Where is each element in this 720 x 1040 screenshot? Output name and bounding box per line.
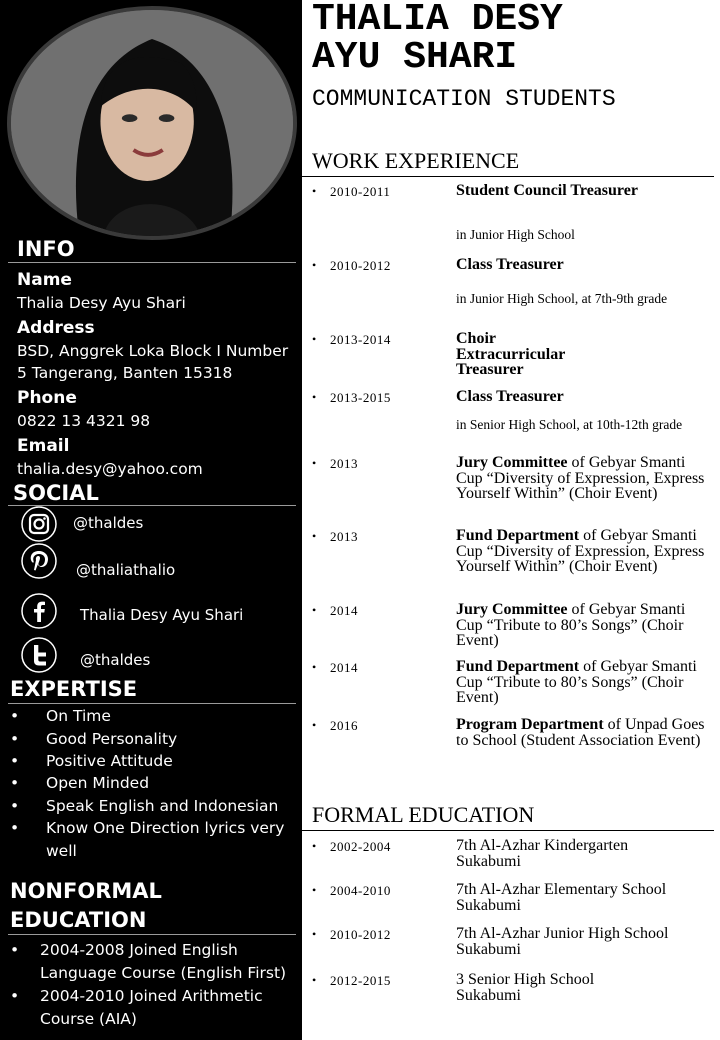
nonformal-heading-line-2: EDUCATION bbox=[10, 908, 147, 932]
phone-label: Phone bbox=[17, 388, 77, 408]
work-year: 2013 bbox=[330, 456, 358, 471]
expertise-item: • Know One Direction lyrics very well bbox=[10, 819, 285, 860]
expertise-item: • Speak English and Indonesian bbox=[10, 797, 279, 815]
facebook-name[interactable]: Thalia Desy Ayu Shari bbox=[80, 606, 244, 624]
work-experience-divider bbox=[302, 176, 714, 177]
work-year: 2010-2012 bbox=[330, 258, 391, 273]
education-desc: 3 Senior High School Sukabumi bbox=[456, 971, 595, 1004]
education-year: 2010-2012 bbox=[330, 927, 391, 942]
email-value[interactable]: thalia.desy@yahoo.com bbox=[17, 460, 203, 478]
name-label: Name bbox=[17, 270, 72, 290]
phone-value: 0822 13 4321 98 bbox=[17, 412, 151, 430]
education-desc: 7th Al-Azhar Kindergarten Sukabumi bbox=[456, 837, 629, 870]
formal-education-heading: FORMAL EDUCATION bbox=[312, 802, 535, 827]
education-year: 2012-2015 bbox=[330, 973, 391, 988]
expertise-item: • Positive Attitude bbox=[10, 752, 173, 770]
work-experience-heading: WORK EXPERIENCE bbox=[312, 148, 520, 173]
work-desc: Fund Department of Gebyar Smanti Cup “Diversity of Expression, Express Yourself Within” (Choir Event) bbox=[456, 527, 705, 575]
work-desc: Class Treasurer bbox=[456, 388, 564, 405]
facebook-icon[interactable] bbox=[21, 593, 57, 629]
sidebar bbox=[0, 0, 302, 1040]
education-desc: 7th Al-Azhar Junior High School Sukabumi bbox=[456, 925, 669, 958]
instagram-icon[interactable] bbox=[21, 506, 57, 542]
work-desc: Fund Department of Gebyar Smanti Cup “Tribute to 80’s Songs” (Choir Event) bbox=[456, 658, 697, 706]
info-heading: INFO bbox=[17, 237, 75, 261]
work-sub: in Junior High School, at 7th-9th grade bbox=[456, 291, 668, 306]
work-desc: Program Department of Unpad Goes to School (Student Association Event) bbox=[456, 716, 705, 749]
nonformal-divider bbox=[8, 934, 296, 935]
formal-education-divider bbox=[302, 830, 714, 831]
instagram-handle[interactable]: @thaldes bbox=[73, 514, 144, 532]
main-content: THALIA DESY AYU SHARI COMMUNICATION STUDENTS WORK EXPERIENCE • 2010-2011 Student Council Treasurer in Junior High School • 2010-2012 Class Treasurer in Junior High School, at 7th-9th grade • 2013-2014 Choir Extracurricular Treasurer • 2013-2015 Class Treasurer in Senior High School, at 10th-12th grade • 2013 Jury Committee of Gebyar Smanti Cup “Diversity of Expression, Express Yourself Within” (Choir Event) • 2013 Fund Department of Gebyar Smanti Cup “Diversity of Expression, Express Yourself Within” (Choir Event) • 2014 Jury Committee of Gebyar Smanti Cup “Tribute to 80’s Songs” (Choir Event) • 2014 Fund Department of Gebyar Smanti Cup “Tribute to 80’s Songs” (Choir Event) • 2016 Program Department of Unpad Goes to School (Student Association Event) FORMAL EDUCATION • 2002-2004 7th Al-Azhar Kindergarten Sukabumi • 2004-2010 7th Al-Azhar Elementary School Sukabumi • 2010-2012 7th Al-Azhar Junior High School Sukabumi • 2012-2015 3 Senior High School Sukabumi bbox=[302, 0, 720, 1040]
expertise-divider bbox=[8, 703, 296, 704]
profile-photo bbox=[7, 6, 297, 240]
education-desc: 7th Al-Azhar Elementary School Sukabumi bbox=[456, 881, 667, 914]
nonformal-item: • 2004-2008 Joined English Language Course (English First) bbox=[10, 941, 287, 982]
expertise-item: • Open Minded bbox=[10, 774, 150, 792]
email-label: Email bbox=[17, 436, 70, 456]
work-year: 2013-2014 bbox=[330, 332, 391, 347]
work-sub: in Junior High School bbox=[456, 227, 575, 242]
work-desc: Student Council Treasurer bbox=[456, 182, 638, 199]
subtitle: COMMUNICATION STUDENTS bbox=[312, 86, 616, 112]
address-label: Address bbox=[17, 318, 95, 338]
work-year: 2014 bbox=[330, 603, 358, 618]
work-desc: Jury Committee of Gebyar Smanti Cup “Tribute to 80’s Songs” (Choir Event) bbox=[456, 601, 686, 649]
full-name-line-1: THALIA DESY bbox=[312, 0, 563, 41]
work-year: 2010-2011 bbox=[330, 184, 391, 199]
work-desc: Choir Extracurricular Treasurer bbox=[456, 330, 566, 378]
education-year: 2002-2004 bbox=[330, 839, 391, 854]
work-desc: Jury Committee of Gebyar Smanti Cup “Diversity of Expression, Express Yourself Within” (Choir Event) bbox=[456, 454, 705, 502]
expertise-item: • Good Personality bbox=[10, 730, 178, 748]
nonformal-heading bbox=[10, 877, 162, 935]
name-value: Thalia Desy Ayu Shari bbox=[17, 294, 186, 312]
info-divider bbox=[8, 262, 296, 263]
work-year: 2016 bbox=[330, 718, 358, 733]
pinterest-icon[interactable] bbox=[21, 543, 57, 579]
expertise-item: • On Time bbox=[10, 707, 111, 725]
nonformal-heading-line-1: NONFORMAL bbox=[10, 879, 162, 903]
address-line-2: 5 Tangerang, Banten 15318 bbox=[17, 364, 233, 382]
work-year: 2013-2015 bbox=[330, 390, 391, 405]
nonformal-item: • 2004-2010 Joined Arithmetic Course (AIA) bbox=[10, 987, 263, 1028]
pinterest-handle[interactable]: @thaliathalio bbox=[76, 561, 176, 579]
work-year: 2013 bbox=[330, 529, 358, 544]
expertise-heading: EXPERTISE bbox=[10, 677, 138, 701]
work-sub: in Senior High School, at 10th-12th grade bbox=[456, 417, 683, 432]
twitter-icon[interactable] bbox=[21, 637, 57, 673]
work-desc: Class Treasurer bbox=[456, 256, 564, 273]
twitter-handle[interactable]: @thaldes bbox=[80, 651, 151, 669]
full-name-line-2: AYU SHARI bbox=[312, 36, 518, 79]
education-year: 2004-2010 bbox=[330, 883, 391, 898]
work-year: 2014 bbox=[330, 660, 358, 675]
social-heading: SOCIAL bbox=[13, 481, 99, 505]
address-line-1: BSD, Anggrek Loka Block I Number bbox=[17, 342, 289, 360]
